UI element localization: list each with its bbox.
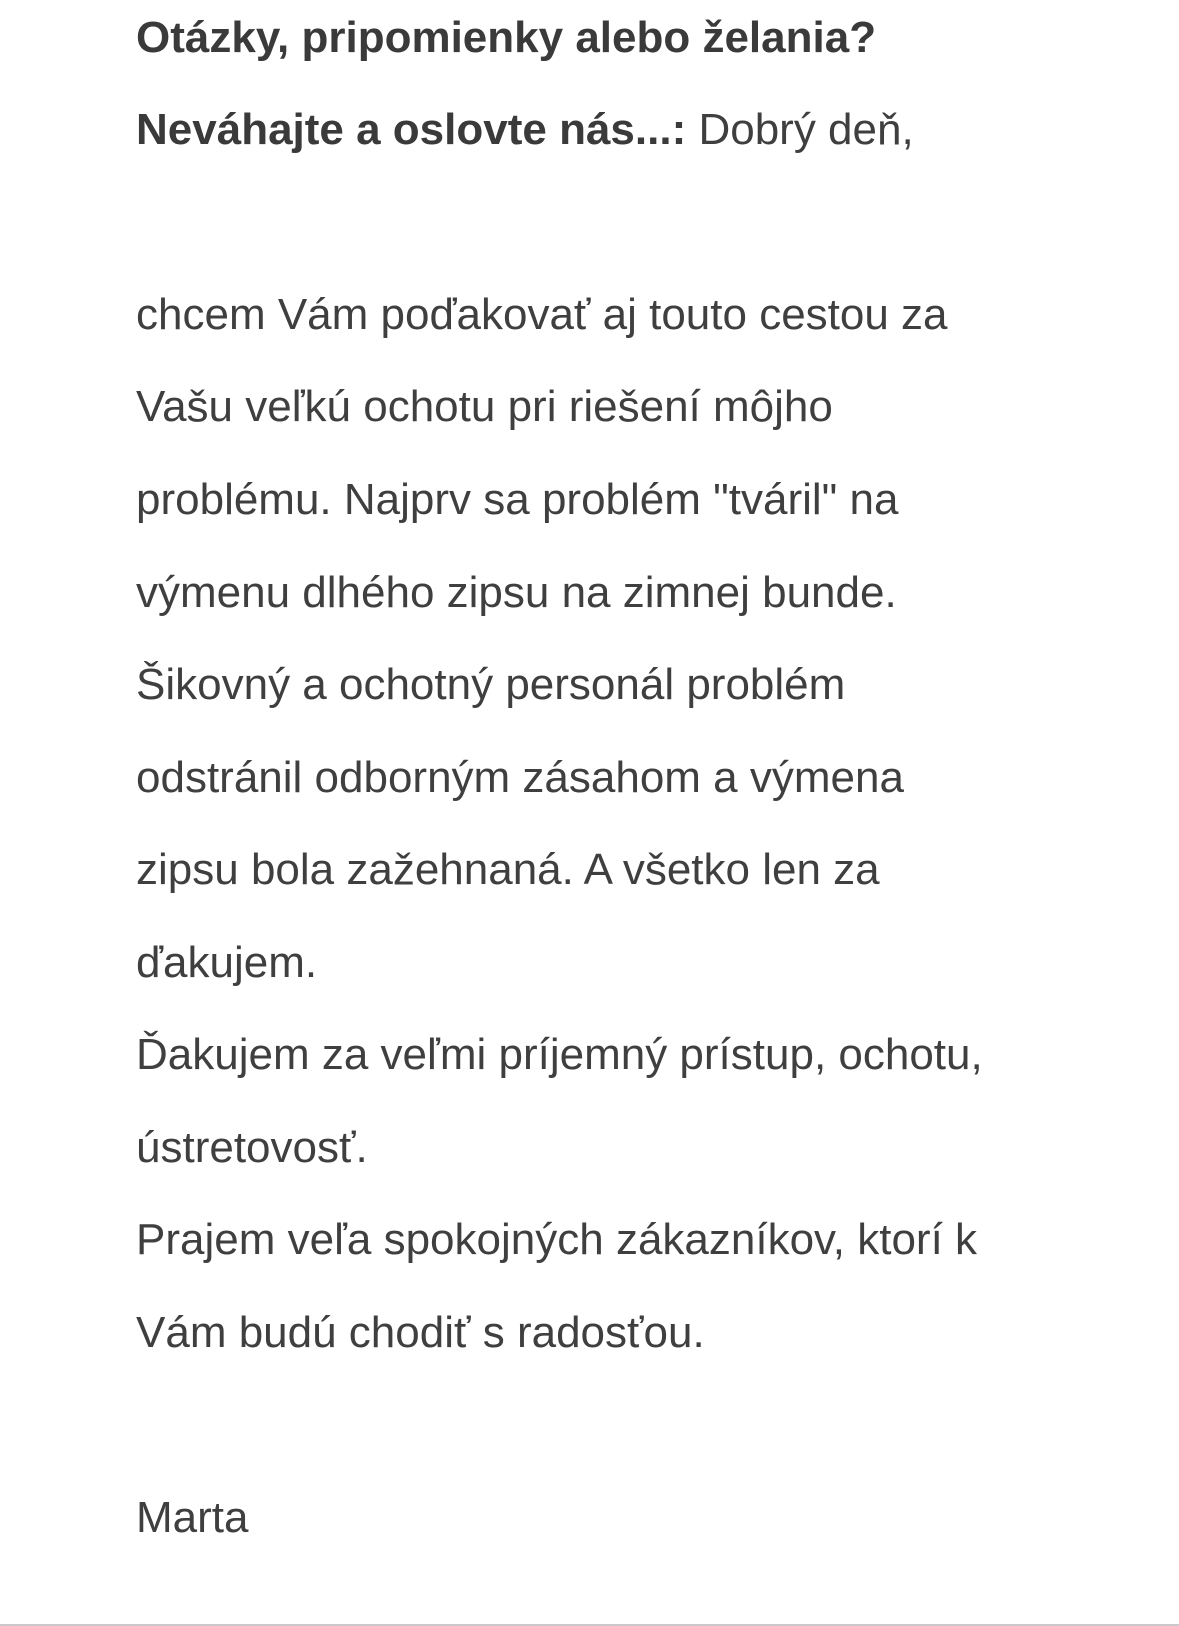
message-line: Vám budú chodiť s radosťou. <box>136 1308 705 1357</box>
message-line: zipsu bola zažehnaná. A všetko len za <box>136 845 880 894</box>
message-line: chcem Vám poďakovať aj touto cestou za <box>136 290 948 339</box>
field-row <box>136 102 914 158</box>
field-value-first-line: Dobrý deň, <box>698 105 914 154</box>
message-line: ďakujem. <box>136 938 318 987</box>
message-line: Šikovný a ochotný personál problém <box>136 660 846 709</box>
message-line: odstránil odborným zásahom a výmena <box>136 753 904 802</box>
signature: Marta <box>136 1493 249 1542</box>
message-line: Vašu veľkú ochotu pri riešení môjho <box>136 382 833 431</box>
message-line: Ďakujem za veľmi príjemný prístup, ochotu, <box>136 1030 983 1079</box>
field-label: Neváhajte a oslovte nás...: <box>136 105 687 154</box>
question-heading: Otázky, pripomienky alebo želania? <box>136 13 877 62</box>
message-line: ústretovosť. <box>136 1123 368 1172</box>
message-line: Prajem veľa spokojných zákazníkov, ktorí k <box>136 1215 978 1264</box>
message-line: problému. Najprv sa problém "tváril" na <box>136 475 899 524</box>
message-line: výmenu dlhého zipsu na zimnej bunde. <box>136 568 897 617</box>
